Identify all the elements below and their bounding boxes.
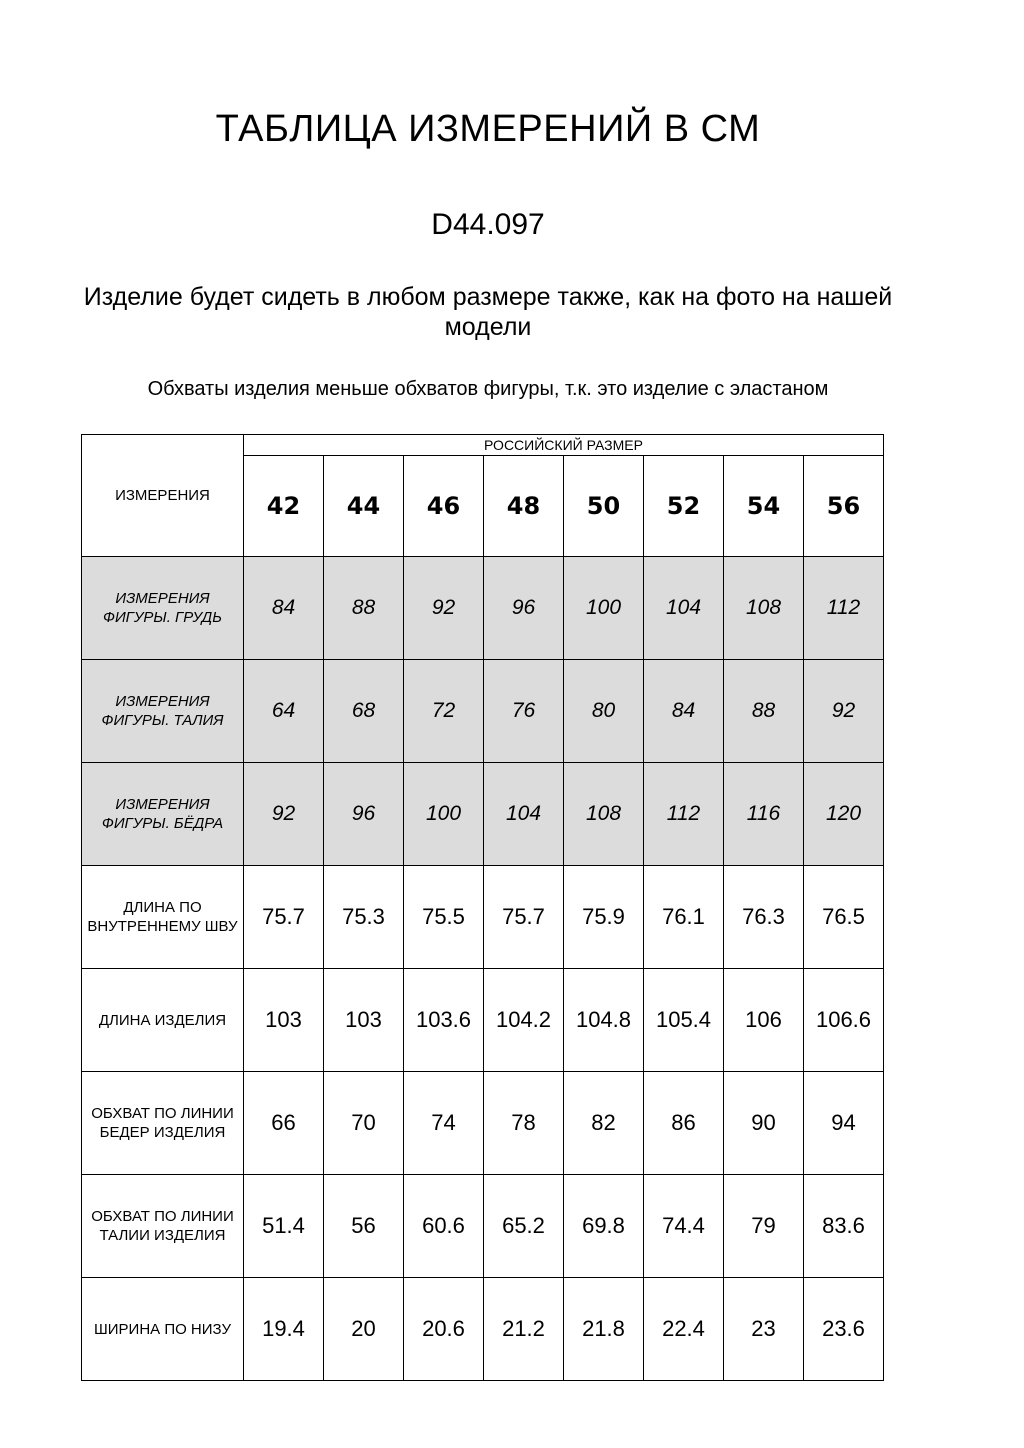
table-cell: 103.6 [404,969,484,1072]
table-cell: 74 [404,1072,484,1175]
row-label: ОБХВАТ ПО ЛИНИИ ТАЛИИ ИЗДЕЛИЯ [82,1175,244,1278]
table-cell: 70 [324,1072,404,1175]
table-cell: 72 [404,660,484,763]
table-cell: 22.4 [644,1278,724,1381]
table-cell: 69.8 [564,1175,644,1278]
table-cell: 88 [724,660,804,763]
table-cell: 94 [804,1072,884,1175]
table-row [82,969,884,1072]
table-cell: 108 [724,557,804,660]
size-header-cell: 56 [804,456,884,557]
table-cell: 20.6 [404,1278,484,1381]
table-cell: 83.6 [804,1175,884,1278]
table-row [82,763,884,866]
table-cell: 76.1 [644,866,724,969]
russian-size-header: РОССИЙСКИЙ РАЗМЕР [244,435,884,456]
table-body [82,557,884,1381]
table-cell: 78 [484,1072,564,1175]
size-header-cell: 46 [404,456,484,557]
row-label: ИЗМЕРЕНИЯ ФИГУРЫ. ТАЛИЯ [82,660,244,763]
table-cell: 106.6 [804,969,884,1072]
table-cell: 100 [404,763,484,866]
table-cell: 100 [564,557,644,660]
table-cell: 108 [564,763,644,866]
table-cell: 64 [244,660,324,763]
table-cell: 66 [244,1072,324,1175]
table-row [82,1278,884,1381]
table-cell: 75.9 [564,866,644,969]
table-cell: 116 [724,763,804,866]
table-cell: 112 [644,763,724,866]
table-cell: 20 [324,1278,404,1381]
size-header-cell: 54 [724,456,804,557]
row-label: ДЛИНА ИЗДЕЛИЯ [82,969,244,1072]
table-cell: 104 [484,763,564,866]
elastane-note: Обхваты изделия меньше обхватов фигуры, т.к. это изделие с эластаном [147,378,829,400]
table-cell: 104.8 [564,969,644,1072]
table-cell: 92 [244,763,324,866]
table-cell: 120 [804,763,884,866]
table-cell: 19.4 [244,1278,324,1381]
row-label: ОБХВАТ ПО ЛИНИИ БЕДЕР ИЗДЕЛИЯ [82,1072,244,1175]
table-cell: 60.6 [404,1175,484,1278]
table-cell: 76.3 [724,866,804,969]
table-row [82,866,884,969]
table-cell: 21.8 [564,1278,644,1381]
size-header-cell: 52 [644,456,724,557]
table-cell: 104.2 [484,969,564,1072]
size-header-cell: 48 [484,456,564,557]
table-cell: 56 [324,1175,404,1278]
table-cell: 84 [644,660,724,763]
table-row [82,1072,884,1175]
size-header-cell: 44 [324,456,404,557]
table-cell: 75.3 [324,866,404,969]
table-cell: 23.6 [804,1278,884,1381]
table-cell: 86 [644,1072,724,1175]
table-cell: 88 [324,557,404,660]
table-cell: 68 [324,660,404,763]
row-label: ИЗМЕРЕНИЯ ФИГУРЫ. ГРУДЬ [82,557,244,660]
row-label: ШИРИНА ПО НИЗУ [82,1278,244,1381]
table-row [82,660,884,763]
row-label: ИЗМЕРЕНИЯ ФИГУРЫ. БЁДРА [82,763,244,866]
table-cell: 90 [724,1072,804,1175]
table-cell: 65.2 [484,1175,564,1278]
fit-note: Изделие будет сидеть в любом размере также, как на фото на нашей модели [83,283,893,341]
table-cell: 106 [724,969,804,1072]
table-cell: 75.7 [484,866,564,969]
table-cell: 51.4 [244,1175,324,1278]
size-header-cell: 50 [564,456,644,557]
table-cell: 103 [324,969,404,1072]
size-header-cell: 42 [244,456,324,557]
measurements-header: ИЗМЕРЕНИЯ [82,435,244,557]
table-cell: 80 [564,660,644,763]
table-cell: 84 [244,557,324,660]
row-label: ДЛИНА ПО ВНУТРЕННЕМУ ШВУ [82,866,244,969]
size-table [81,434,884,1381]
table-cell: 74.4 [644,1175,724,1278]
table-cell: 76.5 [804,866,884,969]
article-number: D44.097 [431,208,545,241]
table-cell: 112 [804,557,884,660]
table-cell: 76 [484,660,564,763]
table-cell: 75.5 [404,866,484,969]
table-cell: 96 [484,557,564,660]
table-cell: 82 [564,1072,644,1175]
table-cell: 105.4 [644,969,724,1072]
table-cell: 104 [644,557,724,660]
table-cell: 92 [804,660,884,763]
table-cell: 96 [324,763,404,866]
table-cell: 75.7 [244,866,324,969]
table-cell: 92 [404,557,484,660]
table-cell: 21.2 [484,1278,564,1381]
table-cell: 103 [244,969,324,1072]
table-row [82,557,884,660]
table-cell: 79 [724,1175,804,1278]
page-title: ТАБЛИЦА ИЗМЕРЕНИЙ В СМ [215,108,761,150]
table-cell: 23 [724,1278,804,1381]
table-row [82,1175,884,1278]
